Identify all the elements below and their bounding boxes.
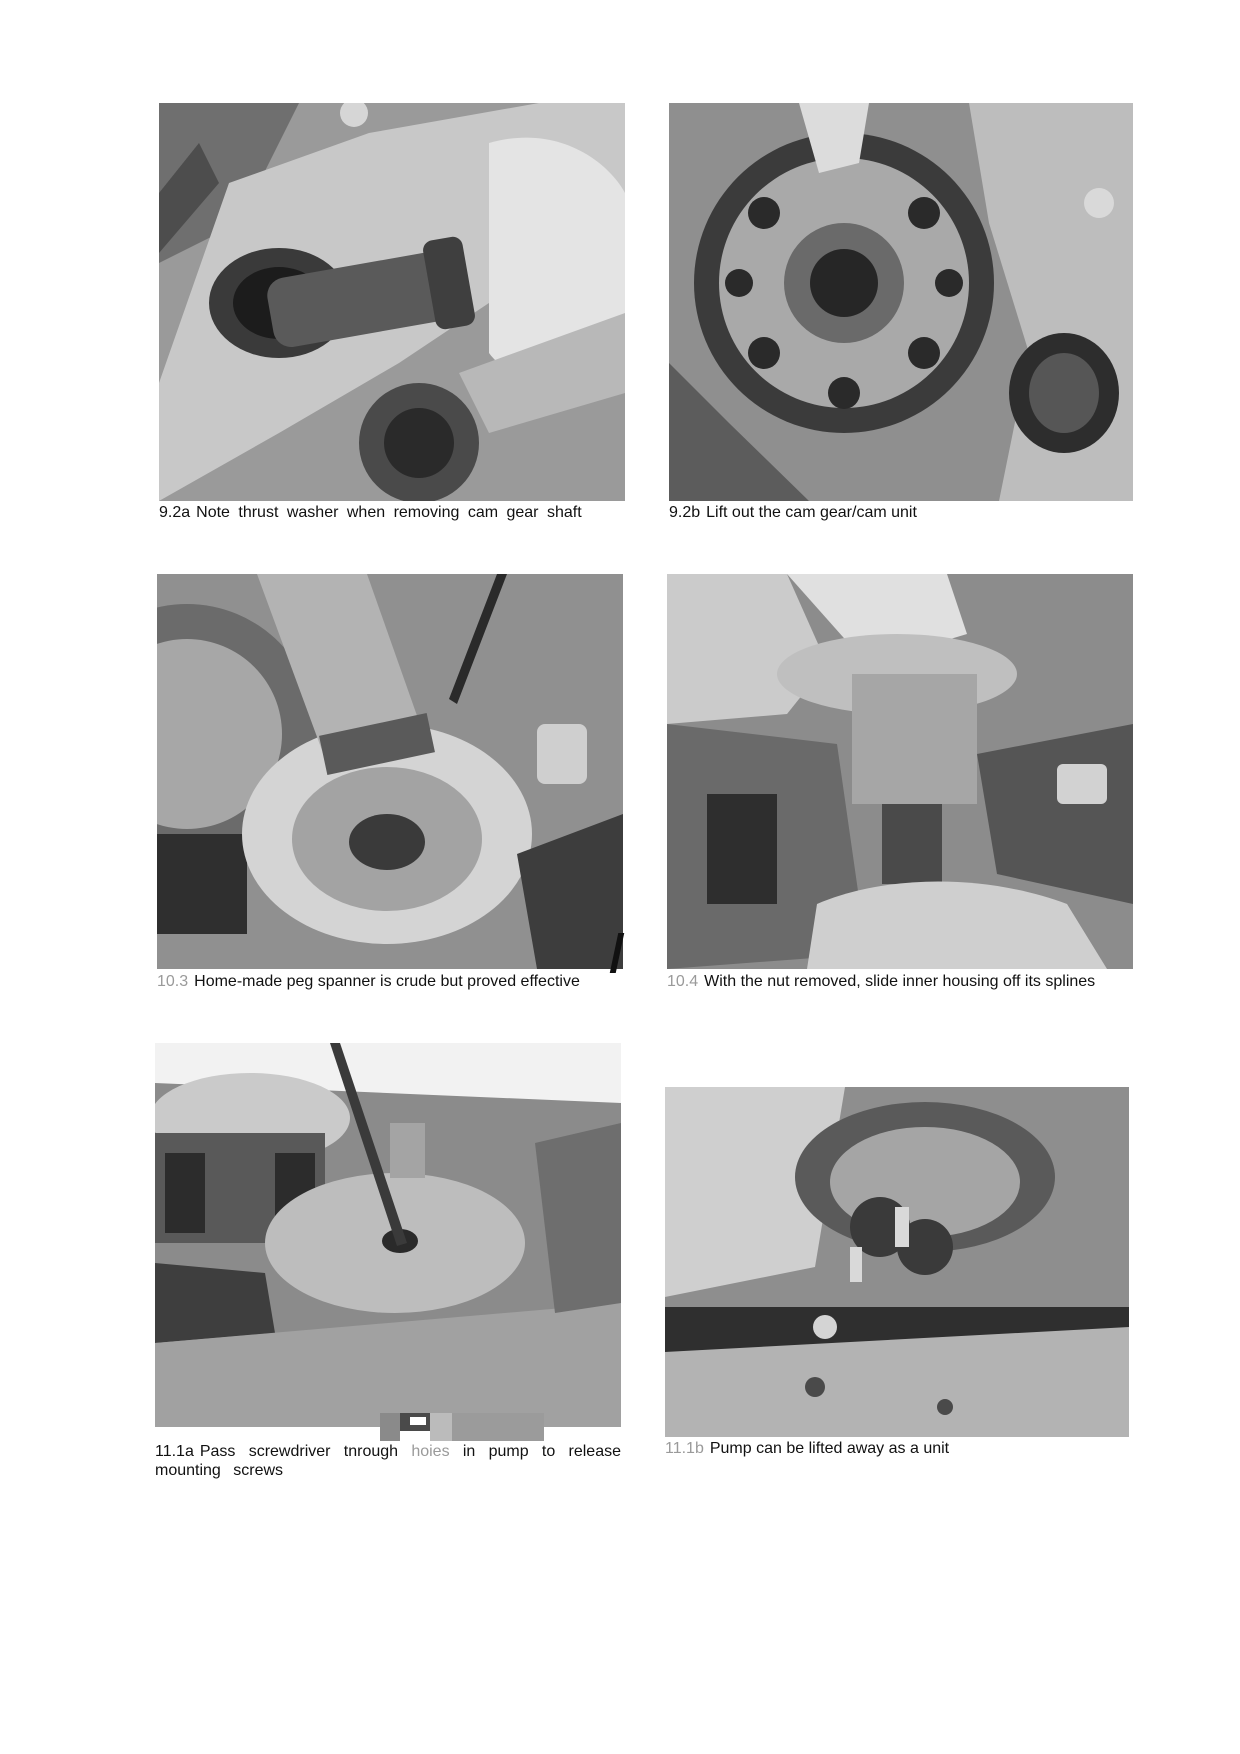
figure-number: 9.2a [159, 504, 191, 521]
scan-artifact [380, 1413, 544, 1441]
figure-caption-11-1b [665, 1439, 1135, 1458]
figure-caption-text-end: in pump to release mounting screws [155, 1443, 621, 1479]
figure-caption-9-2a [159, 503, 629, 522]
photo-peg-spanner [157, 574, 623, 969]
figure-number: 9.2b [669, 504, 701, 521]
figure-caption-text-start: Pass screwdriver tnrough [199, 1443, 399, 1460]
figure-caption-text: With the nut removed, slide inner housing off its splines [704, 973, 1096, 990]
figure-caption-text: Home-made peg spanner is crude but proved effective [194, 973, 580, 990]
figure-caption-text: Lift out the cam gear/cam unit [706, 504, 917, 521]
figure-caption-faint-word: hoies [411, 1443, 450, 1460]
figure-caption-text: Note thrust washer when removing cam gear shaft [196, 504, 582, 521]
photo-cam-gear-shaft-removal [159, 103, 625, 501]
photo-screwdriver-pump-screws [155, 1043, 621, 1427]
figure-number: 10.3 [157, 973, 189, 990]
figure-number: 10.4 [667, 973, 699, 990]
photo-inner-housing-splines [667, 574, 1133, 969]
figure-caption-10-4 [667, 972, 1137, 991]
figure-caption-9-2b [669, 503, 1133, 522]
figure-caption-10-3 [157, 972, 627, 991]
figure-caption-text: Pump can be lifted away as a unit [709, 1440, 950, 1457]
photo-pump-unit [665, 1087, 1129, 1437]
photo-cam-gear-unit [669, 103, 1133, 501]
figure-number: 11.1b [665, 1440, 704, 1457]
figure-caption-11-1a [155, 1442, 621, 1480]
figure-number: 11.1a [155, 1443, 194, 1460]
